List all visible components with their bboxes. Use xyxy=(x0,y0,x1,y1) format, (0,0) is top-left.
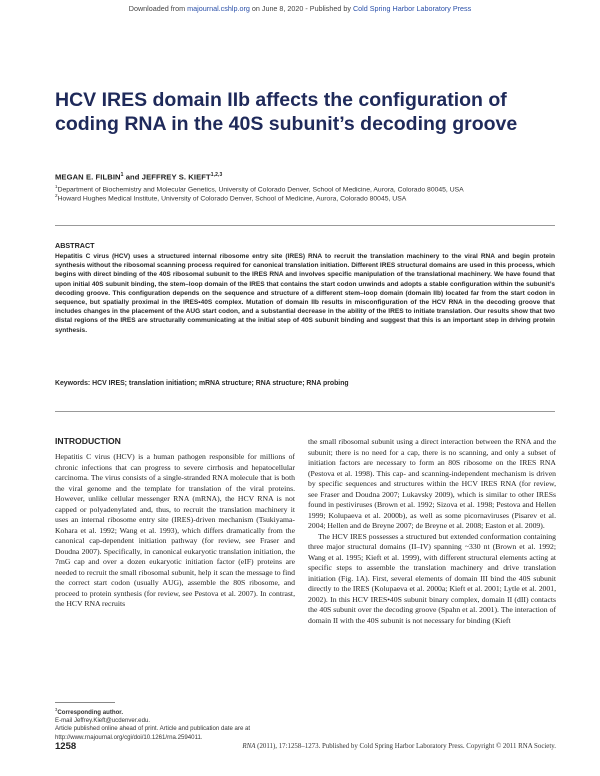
footnotes xyxy=(55,706,295,742)
author-list xyxy=(55,172,222,182)
affiliation-text: Department of Biochemistry and Molecular Genetics, University of Colorado Denver, School of Medicine, Aurora, Colorado 80045, USA xyxy=(57,186,464,194)
text-column-right xyxy=(308,437,556,626)
paragraph: the small ribosomal subunit using a direct interaction between the RNA and the subunit; there is no need for a cap, there is no scanning, and only a subset of initiation factors are necessary to form an 80S ribosome on the IRES RNA (Pestova et al. 1998). This cap- and scanning-independent mechanism is driven by specific sequences and structures within the HCV IRES RNA (for review, see Fraser and Doudna 2007; Lukavsky 2009), which is similar to other IRESs found in pestiviruses (Brown et al. 1992; Sizova et al. 1998; Pestova and Hellen 1999; Kolupaeva et al. 2000b), as well as some picornaviruses (Pisarev et al. 2004; Hellen and de Breyne 2007; de Breyne et al. 2008; Easton et al. 2009). xyxy=(308,437,556,530)
author-name: MEGAN E. FILBIN xyxy=(55,172,121,182)
author-affiliation-marker: 1 xyxy=(120,172,124,178)
affiliation-marker: 1 xyxy=(55,184,58,189)
paragraph: Hepatitis C virus (HCV) is a human pathogen responsible for millions of chronic infections that can progress to severe cirrhosis and hepatocellular carcinoma. The virus consists of a single-stranded RNA molecule that is both the viral genome and the template for translation of the viral proteins. However, unlike cellular messenger RNA (mRNA), the HCV RNA is not capped or polyadenylated and, thus, to recruit the translation machinery it uses an internal ribosome entry site (IRES)-driven mechanism (Tsukiyama-Kohara et al. 1992; Wang et al. 1993), which differs dramatically from the canonical cap-dependent initiation pathway (for review, see Fraser and Doudna 2007). Specifically, in canonical eukaryotic translation initiation, the 7mG cap and over a dozen eukaryotic initiation factor (eIF) proteins are needed to recruit the small ribosomal subunit, help it scan the message to find the correct start codon (usually AUG), assemble the 80S ribosome, and proceed to protein synthesis (for review, see Pestova et al. 2007). In contrast, the HCV RNA recruits xyxy=(55,452,295,608)
text-column-left xyxy=(55,452,295,610)
paragraph: The HCV IRES possesses a structured but extended conformation containing three major structural domains (II–IV) spanning ~330 nt (Brown et al. 1992; Wang et al. 1995; Kieft et al. 1999), with different structural elements acting at specific steps to assemble the translation machinery and drive translation initiation (Fig. 1A). First, several elements of domain III bind the 40S subunit directly to the IRES (Kolupaeva et al. 2000a; Kieft et al. 2001; Lytle et al. 2001, 2002). In this HCV IRES•40S subunit binary complex, domain II (dII) contacts the 40S subunit over the decoding groove (Spahn et al. 2001). The interaction of domain II with the 40S subunit is not necessary for binding (Kieft xyxy=(308,531,556,625)
affiliation-line xyxy=(55,184,464,193)
keywords: Keywords: HCV IRES; translation initiation; mRNA structure; RNA structure; RNA probing xyxy=(55,380,349,387)
journal-citation xyxy=(242,743,556,750)
section-heading: INTRODUCTION xyxy=(55,436,121,446)
corresponding-author-note xyxy=(55,706,295,717)
author-email[interactable]: E-mail Jeffrey.Kieft@ucdenver.edu. xyxy=(55,717,151,725)
author-name: JEFFREY S. KIEFT xyxy=(141,172,211,182)
journal-site-link[interactable]: majournal.cshlp.org xyxy=(187,4,250,13)
author-separator: and xyxy=(123,172,142,182)
publisher-link[interactable]: Cold Spring Harbor Laboratory Press xyxy=(352,4,472,13)
journal-name: RNA xyxy=(242,743,256,750)
journal-citation-text: (2011), 17:1258–1273. Published by Cold Spring Harbor Laboratory Press. Copyright © 2011 RNA Society. xyxy=(255,743,556,750)
online-publication-note: Article published online ahead of print. Article and publication date are at http://www.rnajournal.org/cgi/doi/10.1261/rna.2594011. xyxy=(55,725,251,741)
download-banner xyxy=(0,4,600,13)
article-title: HCV IRES domain IIb affects the configuration of coding RNA in the 40S subunit’s decoding groove xyxy=(55,89,518,135)
author-affiliation-marker: 1,2,3 xyxy=(210,172,223,178)
footnote-marker: 3 xyxy=(55,707,58,712)
page-number: 1258 xyxy=(55,741,77,752)
download-banner-prefix: Downloaded from xyxy=(128,4,188,13)
affiliation-marker: 2 xyxy=(55,193,58,198)
divider xyxy=(55,411,555,412)
corresponding-author-label: Corresponding author. xyxy=(57,709,124,717)
abstract-text: Hepatitis C virus (HCV) uses a structured internal ribosome entry site (IRES) RNA to recruit the translation machinery to the viral RNA and begin protein synthesis without the ribosomal scanning process required for canonical translation initiation. Different IRES structural domains are used in this process, which begins with direct binding of the 40S ribosomal subunit to the IRES RNA and involves specific manipulation of the translational machinery. We have found that upon initial 40S subunit binding, the stem–loop domain of the IRES that contains the start codon unwinds and adopts a stable configuration within the subunit’s decoding groove. This configuration depends on the sequence and structure of a different stem–loop domain (domain IIb) located far from the start codon in sequence, but spatially proximal in the IRES•40S complex. Mutation of domain IIb results in misconfiguration of the HCV RNA in the decoding groove that includes changes in the placement of the AUG start codon, and a substantial decrease in the ability of the IRES to initiate translation. Our results show that two distal regions of the IRES are structurally communicating at the initial step of 40S subunit binding and suggest that this is an important step in driving protein synthesis. xyxy=(55,253,555,334)
divider xyxy=(55,225,555,226)
footnote-divider xyxy=(55,702,115,703)
affiliation-line xyxy=(55,193,406,202)
download-banner-middle: on June 8, 2020 - Published by xyxy=(249,4,353,13)
abstract-heading: ABSTRACT xyxy=(55,241,95,250)
affiliation-text: Howard Hughes Medical Institute, University of Colorado Denver, School of Medicine, Aurora, Colorado 80045, USA xyxy=(57,195,407,203)
